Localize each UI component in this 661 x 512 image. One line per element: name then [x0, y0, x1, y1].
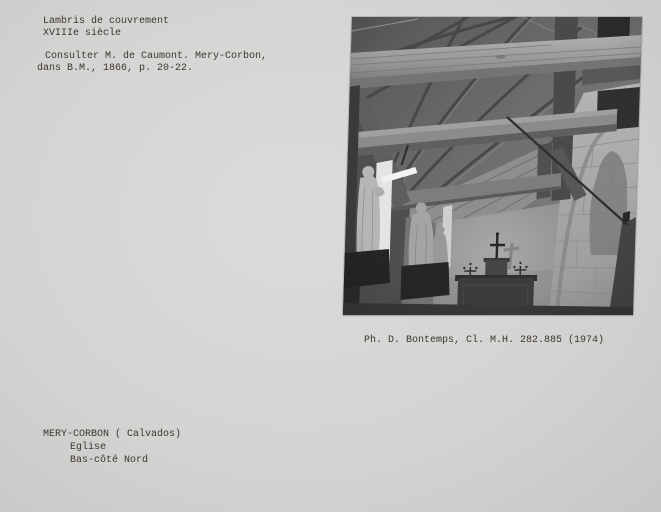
reference-block — [37, 51, 267, 75]
photo-church-interior — [343, 17, 642, 315]
location-line-1: MERY-CORBON ( Calvados) — [43, 429, 182, 440]
location-block — [43, 428, 181, 467]
photo-illustration — [343, 17, 642, 315]
location-line-3: Bas-côté Nord — [70, 455, 149, 466]
reference-line-2: dans B.M., 1866, p. 20-22. — [37, 63, 194, 74]
location-line-2: Eglise — [70, 442, 107, 453]
title-line-1: Lambris de couvrement — [43, 16, 170, 27]
title-line-2: XVIIIe siècle — [43, 28, 122, 39]
title-block — [43, 16, 169, 40]
photo-vignette — [343, 17, 642, 315]
reference-line-1: Consulter M. de Caumont. Mery-Corbon, — [45, 51, 268, 62]
photo-caption: Ph. D. Bontemps, Cl. M.H. 282.885 (1974) — [364, 335, 605, 346]
